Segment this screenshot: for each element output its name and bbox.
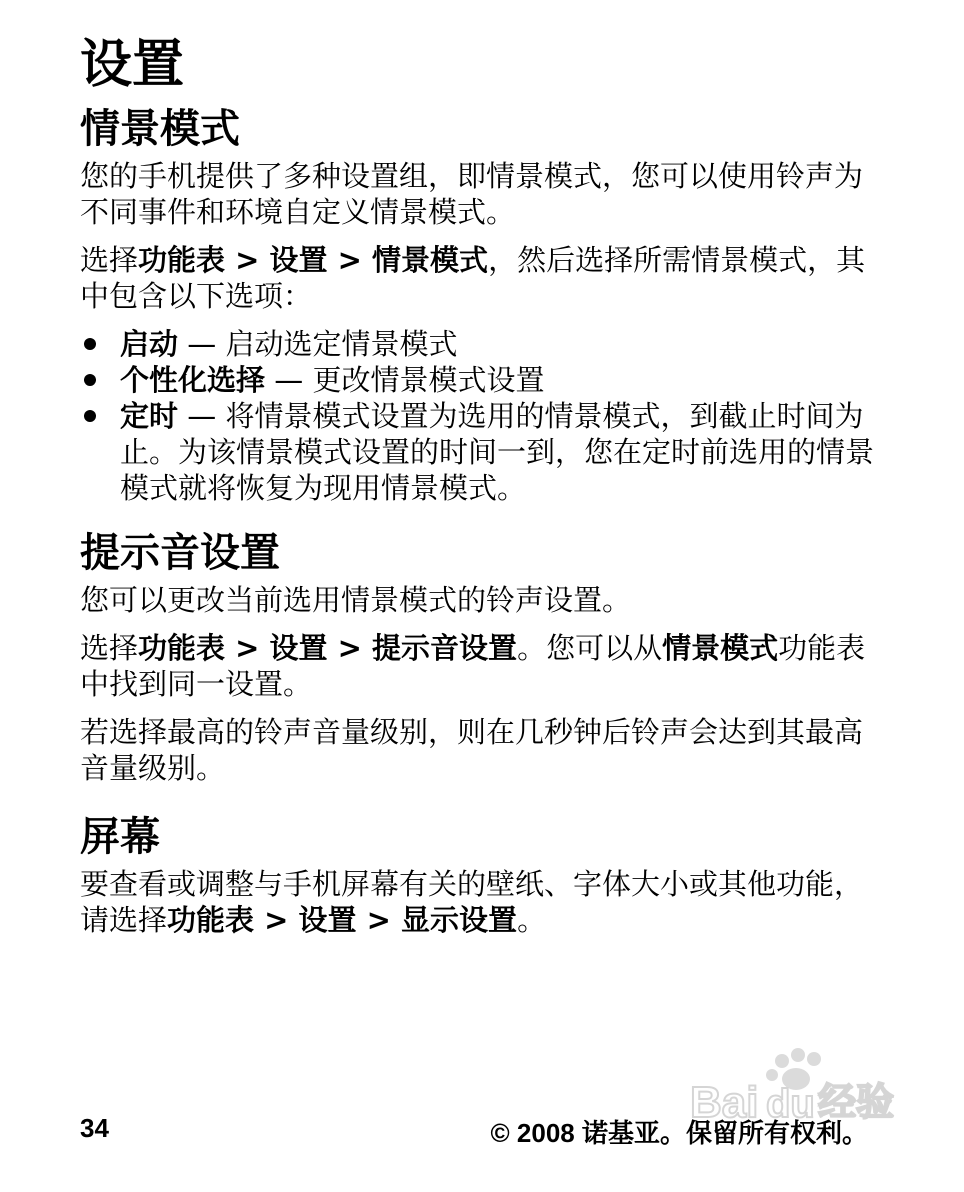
bullet-icon: [84, 374, 96, 386]
menu-item: 提示音设置: [372, 631, 518, 665]
menu-item: 情景模式: [662, 631, 779, 665]
document-page: [80, 30, 890, 938]
menu-item: 设置: [269, 243, 328, 277]
menu-item: 设置: [298, 903, 357, 937]
list-item: 个性化选择 — 更改情景模式设置: [80, 362, 890, 398]
copyright-notice: © 2008 诺基亚。保留所有权利。: [490, 1118, 868, 1148]
svg-text:du: du: [766, 1082, 815, 1126]
page-number: 34: [80, 1113, 109, 1143]
section-intro: 您可以更改当前选用情景模式的铃声设置。: [80, 583, 632, 617]
list-item: 启动 — 启动选定情景模式: [80, 326, 890, 362]
svg-text:经验: 经验: [818, 1080, 895, 1124]
page-title: 设置: [80, 35, 185, 95]
note-paragraph: 若选择最高的铃声音量级别，则在几秒钟后铃声会达到其最高音量级别。: [80, 715, 864, 785]
svg-text:Bai: Bai: [690, 1078, 759, 1127]
menu-item: 显示设置: [401, 903, 518, 937]
section-intro: 您的手机提供了多种设置组，即情景模式，您可以使用铃声为不同事件和环境自定义情景模式。: [80, 159, 864, 229]
menu-path-paragraph: 选择功能表 > 设置 > 情景模式，然后选择所需情景模式，其中包含以下选项：: [80, 243, 866, 313]
menu-label: 功能表: [138, 631, 226, 665]
menu-label: 功能表: [138, 243, 226, 277]
menu-path-paragraph: 选择功能表 > 设置 > 提示音设置。您可以从情景模式功能表中找到同一设置。: [80, 631, 866, 701]
section-heading: 提示音设置: [80, 530, 280, 576]
menu-path-paragraph: 要查看或调整与手机屏幕有关的壁纸、字体大小或其他功能，请选择功能表 > 设置 > 显示设置。: [80, 867, 864, 937]
menu-item: 情景模式: [372, 243, 489, 277]
section-heading: 情景模式: [80, 106, 240, 152]
options-list: [80, 326, 890, 506]
menu-label: 功能表: [167, 903, 255, 937]
bullet-icon: [84, 338, 96, 350]
section-profiles: [80, 102, 890, 506]
section-heading: 屏幕: [80, 814, 160, 860]
section-display: [80, 810, 890, 938]
list-item: 定时 — 将情景模式设置为选用的情景模式，到截止时间为止。为该情景模式设置的时间一到，您在定时前选用的情景模式就将恢复为现用情景模式。: [80, 398, 890, 506]
section-tones: [80, 526, 890, 786]
menu-item: 设置: [269, 631, 328, 665]
bullet-icon: [84, 410, 96, 422]
